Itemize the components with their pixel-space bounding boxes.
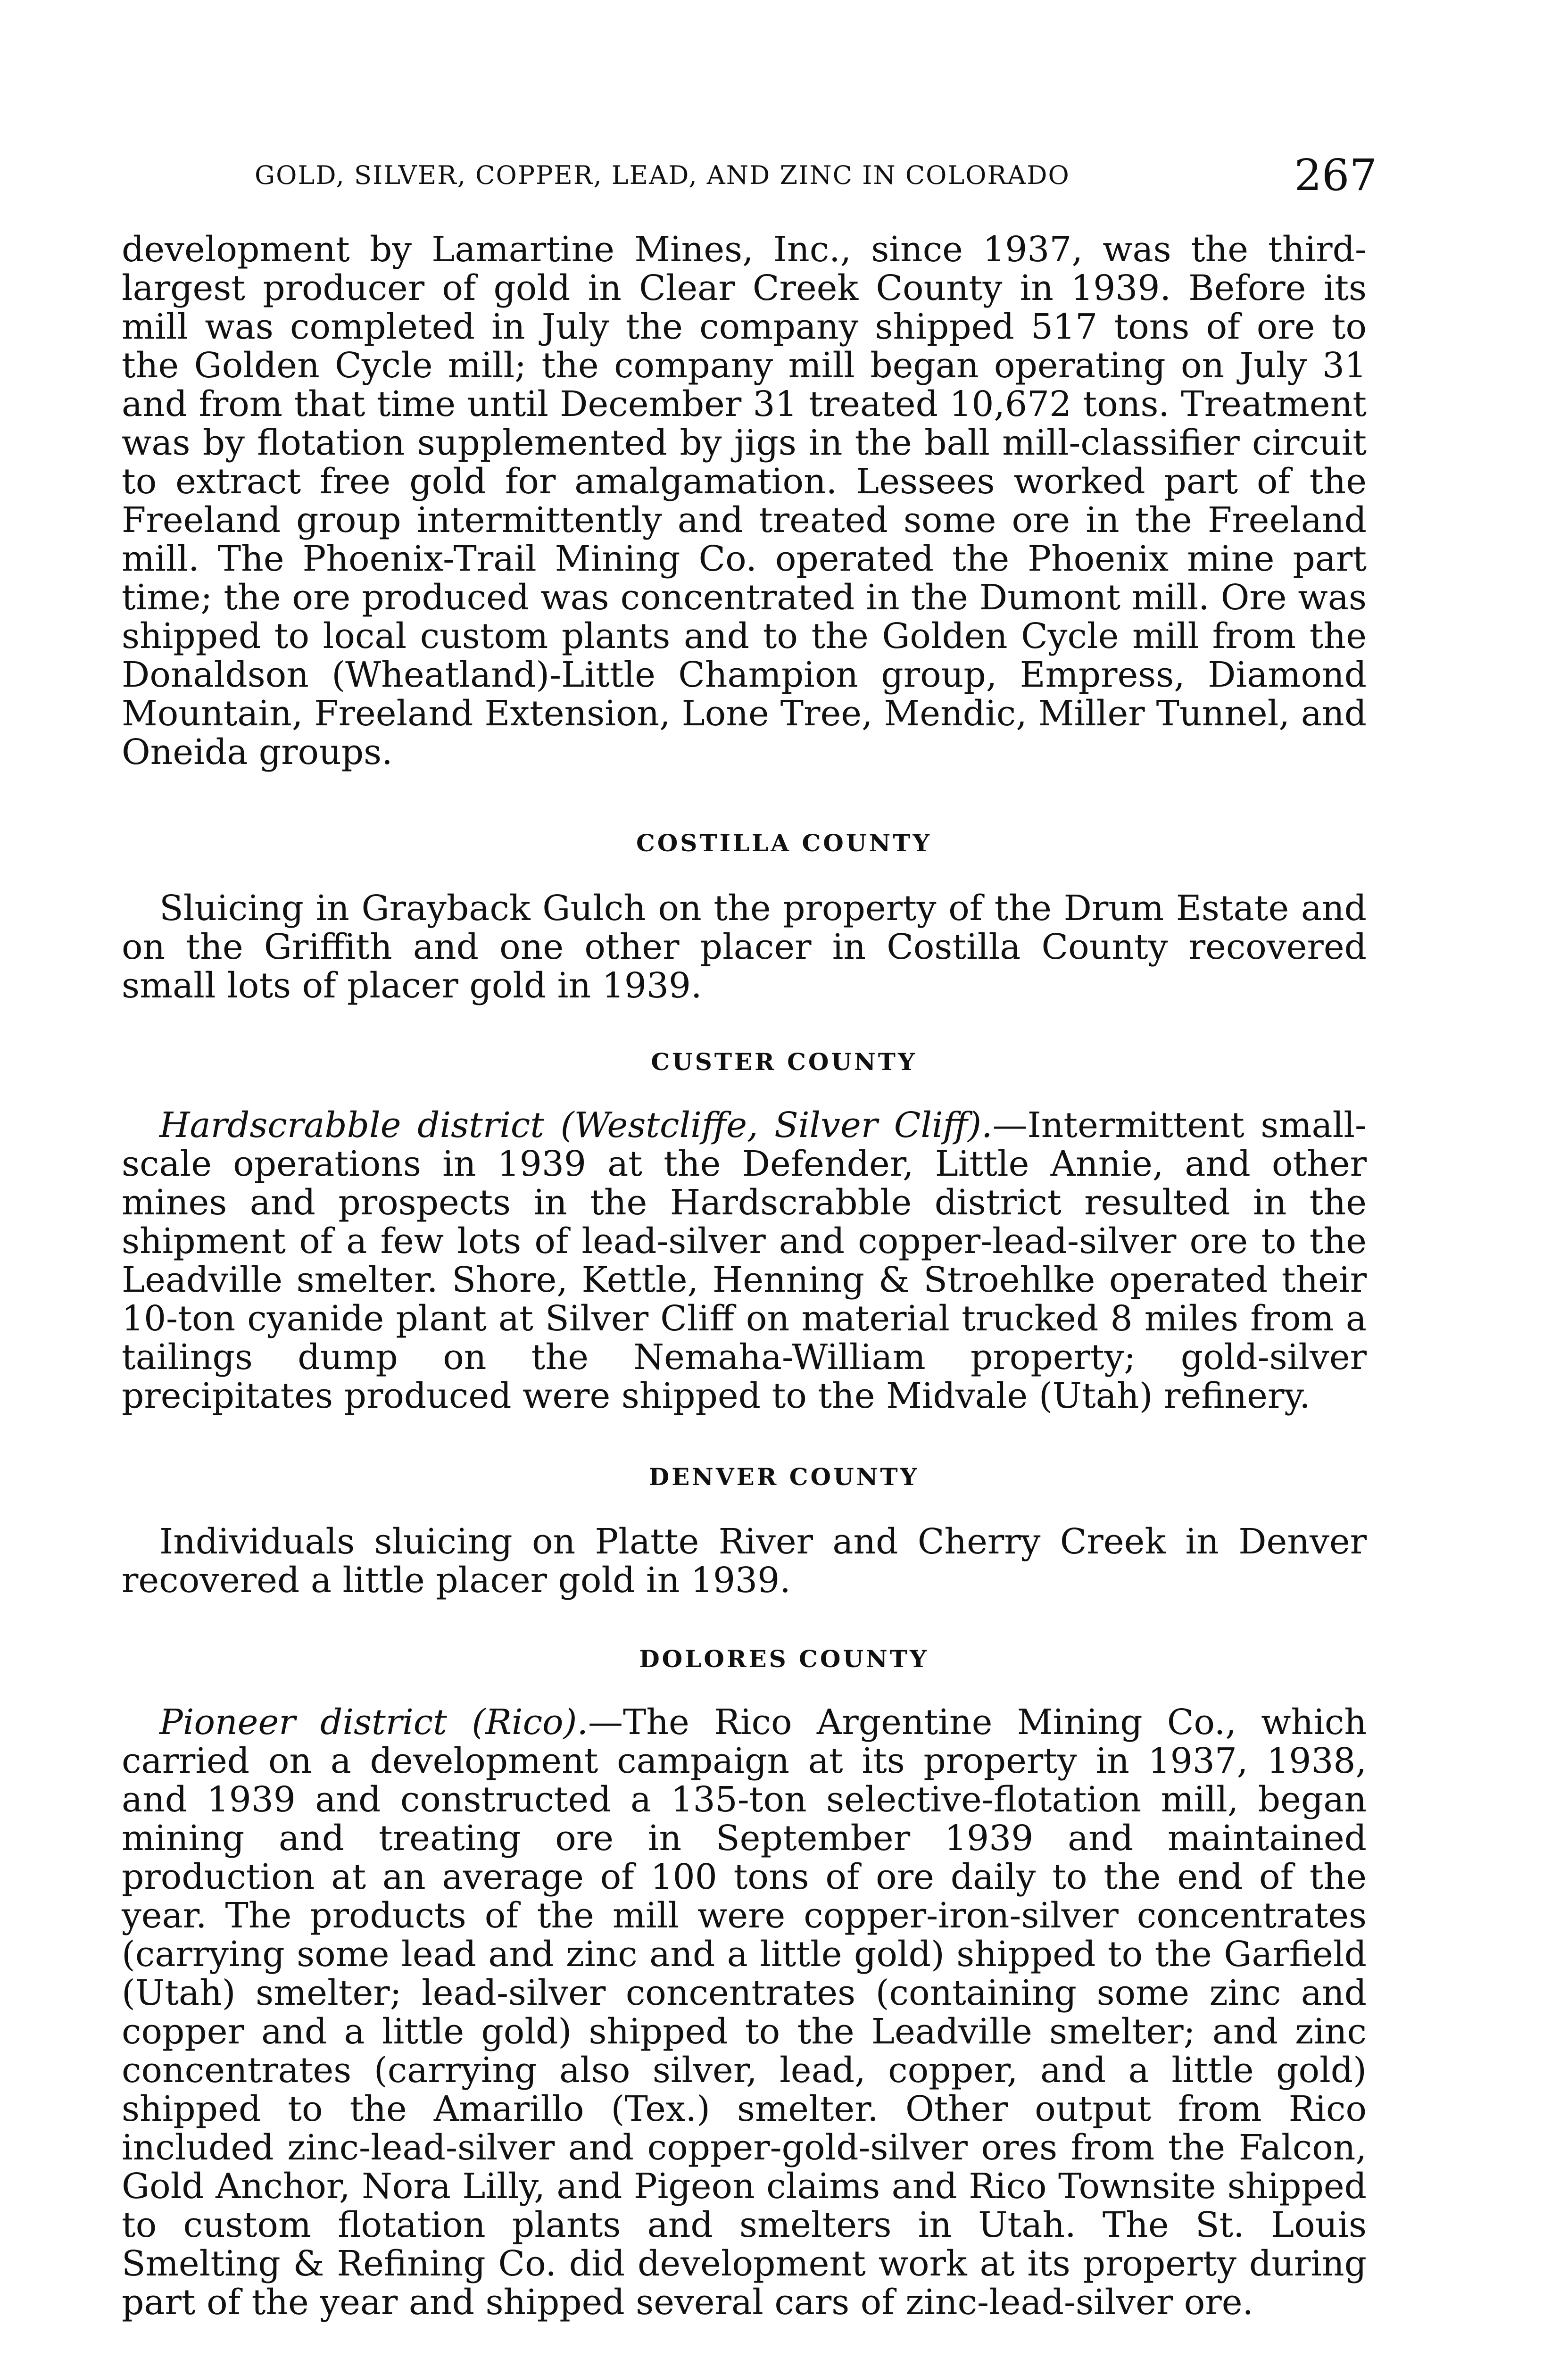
section-heading-costilla: COSTILLA COUNTY	[636, 829, 932, 857]
costilla-paragraph	[122, 889, 1367, 1005]
dolores-paragraph	[122, 1703, 1367, 2322]
paragraph-body: —Intermittent small-scale operations in 1939 at the Defender, Little Annie, and other mines and prospects in the Hardscrabble district resulted in the shipment of a few lots of lead-silver and copper-lead-silver ore to the Leadville smelter. Shore, Kettle, Henning & Stroehlke operated their 10-ton cyanide plant at Silver Cliff on material trucked 8 miles from a tailings dump on the Nemaha-William property; gold-silver precipitates produced were shipped to the Midvale (Utah) refinery.	[122, 1105, 1367, 1416]
custer-paragraph	[122, 1106, 1367, 1415]
denver-paragraph	[122, 1522, 1367, 1600]
clear-creek-paragraph	[122, 230, 1367, 772]
district-name: Pioneer district (Rico).	[159, 1702, 588, 1743]
paragraph-text: Individuals sluicing on Platte River and Cherry Creek in Denver recovered a little placer gold in 1939.	[122, 1521, 1367, 1601]
district-name: Hardscrabble district (Westcliffe, Silver Cliff).	[159, 1105, 993, 1146]
section-heading-custer: CUSTER COUNTY	[651, 1048, 917, 1076]
paragraph-text	[122, 1106, 1367, 1415]
paragraph-text: development by Lamartine Mines, Inc., since 1937, was the third-largest producer of gold in Clear Creek County in 1939. Before its mill was completed in July the company shipped 517 tons of ore to the Golden Cycle mill; the company mill began operating on July 31 and from that time until December 31 treated 10,672 tons. Treatment was by flotation supplemented by jigs in the ball mill-classifier circuit to extract free gold for amalgamation. Lessees worked part of the Freeland group intermittently and treated some ore in the Freeland mill. The Phoenix-Trail Mining Co. operated the Phoenix mine part time; the ore produced was concentrated in the Dumont mill. Ore was shipped to local custom plants and to the Golden Cycle mill from the Donaldson (Wheatland)-Little Champion group, Empress, Diamond Mountain, Freeland Extension, Lone Tree, Mendic, Miller Tunnel, and Oneida groups.	[122, 229, 1367, 772]
section-heading-dolores: DOLORES COUNTY	[639, 1645, 929, 1673]
page-number: 267	[1294, 150, 1377, 200]
running-head	[255, 150, 1377, 202]
paragraph-text	[122, 1703, 1367, 2322]
section-heading-denver: DENVER COUNTY	[648, 1463, 920, 1491]
running-title: GOLD, SILVER, COPPER, LEAD, AND ZINC IN COLORADO	[255, 160, 1070, 190]
paragraph-text: Sluicing in Grayback Gulch on the property of the Drum Estate and on the Griffith and one other placer in Costilla County recovered small lots of placer gold in 1939.	[122, 888, 1367, 1006]
paragraph-body: —The Rico Argentine Mining Co., which carried on a development campaign at its property in 1937, 1938, and 1939 and constructed a 135-ton selective-flotation mill, began mining and treating ore in September 1939 and maintained production at an average of 100 tons of ore daily to the end of the year. The products of the mill were copper-iron-silver concentrates (carrying some lead and zinc and a little gold) shipped to the Garfield (Utah) smelter; lead-silver concentrates (containing some zinc and copper and a little gold) shipped to the Leadville smelter; and zinc concentrates (carrying also silver, lead, copper, and a little gold) shipped to the Amarillo (Tex.) smelter. Other output from Rico included zinc-lead-silver and copper-gold-silver ores from the Falcon, Gold Anchor, Nora Lilly, and Pigeon claims and Rico Townsite shipped to custom flotation plants and smelters in Utah. The St. Louis Smelting & Refining Co. did development work at its property during part of the year and shipped several cars of zinc-lead-silver ore.	[122, 1702, 1367, 2323]
